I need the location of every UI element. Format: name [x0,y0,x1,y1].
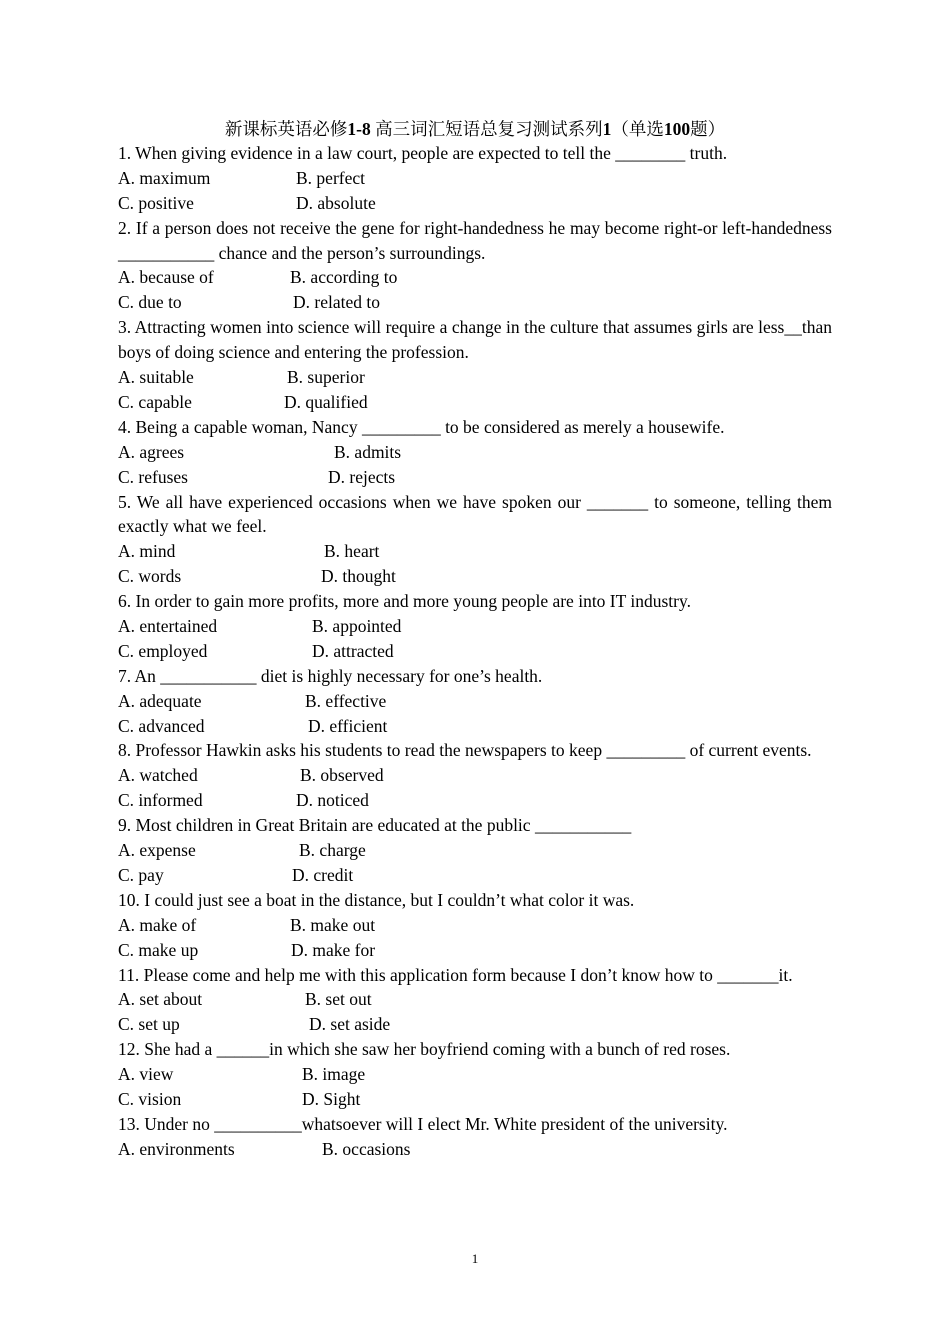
option-row [118,614,832,639]
option: B. appointed [312,616,402,637]
option: D. absolute [296,192,376,213]
option: A. expense [118,840,196,861]
option: B. according to [290,267,398,288]
option-row [118,1087,832,1112]
option: D. noticed [296,790,369,811]
option: D. rejects [328,466,396,487]
option: A. maximum [118,167,211,188]
option: C. words [118,566,182,587]
option-row [118,191,832,216]
question-stem: 9. Most children in Great Britain are educated at the public ___________ [118,815,632,836]
option: A. view [118,1064,174,1085]
option: A. entertained [118,616,218,637]
question-stem: 1. When giving evidence in a law court, people are expected to tell the ________ truth. [118,143,728,163]
title-text: 新课标英语必修 [224,119,348,139]
option: D. qualified [284,391,368,412]
option-row [118,788,832,813]
option: A. set about [118,989,203,1010]
option: B. make out [290,914,376,935]
option: D. attracted [312,640,394,661]
option: D. credit [292,864,354,885]
option-row [118,440,832,465]
option-row [118,290,832,315]
option: C. positive [118,192,194,213]
option: A. adequate [118,690,202,711]
option: A. watched [118,765,198,786]
option-row [118,365,832,390]
option: D. make for [291,939,376,960]
title-module-range: 1-8 [347,119,371,139]
question-stem: 7. An ___________ diet is highly necessary for one’s health. [118,665,543,686]
page-title [118,117,832,142]
question-stem: 3. Attracting women into science will require a change in the culture that assumes girls are less__than boys of doing science and entering the profession. [118,317,832,363]
option-row [118,639,832,664]
option-row [118,539,832,564]
option: C. make up [118,939,199,960]
option: C. set up [118,1014,180,1035]
option: D. set aside [309,1014,391,1035]
option: C. vision [118,1088,182,1109]
option: D. Sight [302,1088,361,1109]
title-text: 高三词汇短语总复习测试系列 [370,119,603,139]
option-row [118,1012,832,1037]
option: D. related to [293,292,380,313]
option: C. pay [118,864,164,885]
option: D. efficient [308,715,388,736]
option: B. superior [287,367,365,388]
option: C. advanced [118,715,205,736]
option-row [118,465,832,490]
title-series-number: 1 [602,119,612,139]
option-row [118,714,832,739]
option-row [118,1137,832,1162]
option: B. admits [334,441,402,462]
option: C. employed [118,640,208,661]
question-stem: 5. We all have experienced occasions when we have spoken our _______ to someone, telling them exactly what we feel. [118,491,832,537]
option: B. set out [305,989,372,1010]
option: B. heart [324,541,380,562]
option: A. mind [118,541,176,562]
question-stem: 13. Under no __________whatsoever will I elect Mr. White president of the university. [118,1113,728,1134]
option: A. agrees [118,441,185,462]
option: A. make of [118,914,197,935]
option-row [118,987,832,1012]
question-list [118,141,832,1162]
option: C. due to [118,292,182,313]
option: B. effective [305,690,387,711]
option: A. suitable [118,367,194,388]
option-row [118,1062,832,1087]
option: B. charge [299,840,366,861]
question-stem: 4. Being a capable woman, Nancy _________ to be considered as merely a housewife. [118,416,725,437]
option: B. occasions [322,1138,411,1159]
page-number: 1 [471,1251,479,1266]
title-question-count: 100 [663,119,691,139]
option: C. refuses [118,466,188,487]
question-stem: 8. Professor Hawkin asks his students to read the newspapers to keep _________ of current events. [118,740,812,761]
option-row [118,166,832,191]
title-text: 题） [690,119,726,139]
question-stem: 12. She had a ______in which she saw her boyfriend coming with a bunch of red roses. [118,1039,731,1060]
title-text: （单选 [611,119,664,139]
option-row [118,838,832,863]
option: C. informed [118,790,203,811]
question-stem: 6. In order to gain more profits, more and more young people are into IT industry. [118,591,691,612]
option: B. image [302,1064,366,1085]
question-stem: 10. I could just see a boat in the distance, but I couldn’t what color it was. [118,889,635,910]
option: B. perfect [296,167,365,188]
option-row [118,689,832,714]
option-row [118,763,832,788]
option: D. thought [321,566,396,587]
option-row [118,863,832,888]
option-row [118,938,832,963]
option-row [118,265,832,290]
option: A. environments [118,1138,235,1159]
option: A. because of [118,267,214,288]
option-row [118,913,832,938]
option-row [118,564,832,589]
option: C. capable [118,391,192,412]
option-row [118,390,832,415]
question-stem: 2. If a person does not receive the gene for right-handedness he may become right-or left-handedness ___________ chance and the person’s surroundings. [118,217,832,263]
question-stem: 11. Please come and help me with this application form because I don’t know how to _______it. [118,964,793,985]
option: B. observed [300,765,384,786]
